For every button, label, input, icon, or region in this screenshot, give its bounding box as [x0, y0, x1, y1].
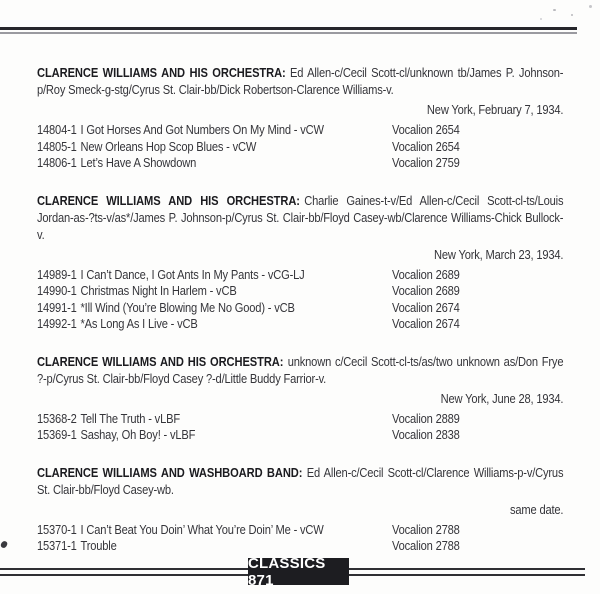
record-label: Vocalion 2654 — [391, 138, 460, 154]
record-label: Vocalion 2689 — [391, 283, 460, 298]
record-label: Vocalion 2788 — [391, 538, 460, 553]
band-name: CLARENCE WILLIAMS AND WASHBOARD BAND: — [37, 464, 303, 480]
band-name: CLARENCE WILLIAMS AND HIS ORCHESTRA: — [37, 192, 300, 208]
session-heading — [37, 464, 563, 498]
record-label: Vocalion 2788 — [391, 521, 460, 537]
matrix-number: 14991-1 — [37, 299, 77, 315]
record-label: Vocalion 2654 — [391, 122, 460, 137]
session-block — [37, 464, 563, 555]
matrix-number: 15370-1 — [37, 521, 77, 537]
record-label: Vocalion 2838 — [391, 427, 460, 442]
scan-speck — [553, 9, 556, 11]
song-title: *Ill Wind (You’re Blowing Me No Good) - vCB — [80, 299, 295, 315]
matrix-number: 14806-1 — [37, 155, 77, 170]
scan-speck — [540, 18, 542, 20]
track-row — [37, 427, 563, 444]
track-row — [37, 267, 563, 284]
session-block — [37, 192, 563, 333]
song-title: Christmas Night In Harlem - vCB — [80, 283, 237, 298]
scan-ink-blot — [0, 540, 8, 549]
matrix-number: 15368-2 — [37, 410, 77, 426]
scan-speck — [589, 5, 592, 8]
record-label: Vocalion 2674 — [391, 299, 460, 315]
track-list — [37, 522, 563, 555]
scan-speck — [571, 14, 573, 16]
top-rule-gray-line — [0, 32, 577, 34]
session-block — [37, 64, 563, 172]
discography-content — [37, 64, 563, 575]
matrix-number: 14804-1 — [37, 122, 77, 137]
session-heading — [37, 353, 563, 387]
track-row — [37, 300, 563, 317]
personnel-text: Ed Allen-c/Cecil Scott-cl/unknown tb/James P. Johnson-p/Roy Smeck-g-stg/Cyrus St. Clair-bb/Dick Robertson-Clarence Williams-v. — [37, 65, 564, 97]
matrix-number: 14989-1 — [37, 266, 77, 282]
track-row — [37, 283, 563, 300]
track-row — [37, 411, 563, 428]
matrix-number: 15371-1 — [37, 538, 77, 553]
record-label: Vocalion 2674 — [391, 316, 460, 331]
record-label: Vocalion 2689 — [391, 266, 460, 282]
song-title: *As Long As I Live - vCB — [80, 316, 198, 331]
matrix-number: 14990-1 — [37, 283, 77, 298]
track-row — [37, 522, 563, 539]
session-block — [37, 353, 563, 444]
matrix-number: 14805-1 — [37, 138, 77, 154]
song-title: New Orleans Hop Scop Blues - vCW — [80, 138, 257, 154]
song-title: Let’s Have A Showdown — [80, 155, 197, 170]
song-title: Trouble — [80, 538, 117, 553]
song-title: Tell The Truth - vLBF — [80, 410, 180, 426]
record-label: Vocalion 2759 — [391, 155, 460, 170]
matrix-number: 14992-1 — [37, 316, 77, 331]
track-row — [37, 139, 563, 156]
track-row — [37, 316, 563, 333]
session-heading — [37, 64, 563, 98]
track-row — [37, 155, 563, 172]
top-double-rule — [0, 27, 577, 34]
track-row — [37, 538, 563, 555]
song-title: I Can’t Beat You Doin’ What You’re Doin’ Me - vCW — [80, 521, 324, 537]
session-date: same date. — [510, 501, 564, 517]
song-title: Sashay, Oh Boy! - vLBF — [80, 427, 196, 442]
band-name: CLARENCE WILLIAMS AND HIS ORCHESTRA: — [37, 65, 286, 80]
classics-series-badge: CLASSICS 871 — [248, 558, 349, 585]
personnel-text: unknown c/Cecil Scott-cl-ts/as/two unknown as/Don Frye ?-p/Cyrus St. Clair-bb/Floyd Casey ?-d/Little Buddy Farrior-v. — [37, 353, 564, 386]
session-date: New York, March 23, 1934. — [434, 246, 564, 262]
personnel-text: Charlie Gaines-t-v/Ed Allen-c/Cecil Scott-cl-ts/Louis Jordan-as-?ts-v/as*/James P. Johnson-p/Cyrus St. Clair-bb/Floyd Casey-wb/Clarence Williams-Chick Bullock-v. — [37, 192, 564, 242]
track-row — [37, 122, 563, 139]
session-date: New York, June 28, 1934. — [440, 390, 564, 406]
song-title: I Can’t Dance, I Got Ants In My Pants - vCG-LJ — [80, 266, 305, 282]
session-heading — [37, 192, 563, 243]
track-list — [37, 122, 563, 172]
track-list — [37, 411, 563, 444]
song-title: I Got Horses And Got Numbers On My Mind - vCW — [80, 122, 324, 137]
band-name: CLARENCE WILLIAMS AND HIS ORCHESTRA: — [37, 353, 284, 369]
record-label: Vocalion 2889 — [391, 410, 460, 426]
session-date: New York, February 7, 1934. — [426, 102, 564, 117]
personnel-text: Ed Allen-c/Cecil Scott-cl/Clarence Williams-p-v/Cyrus St. Clair-bb/Floyd Casey-wb. — [37, 464, 564, 497]
matrix-number: 15369-1 — [37, 427, 77, 442]
track-list — [37, 267, 563, 333]
